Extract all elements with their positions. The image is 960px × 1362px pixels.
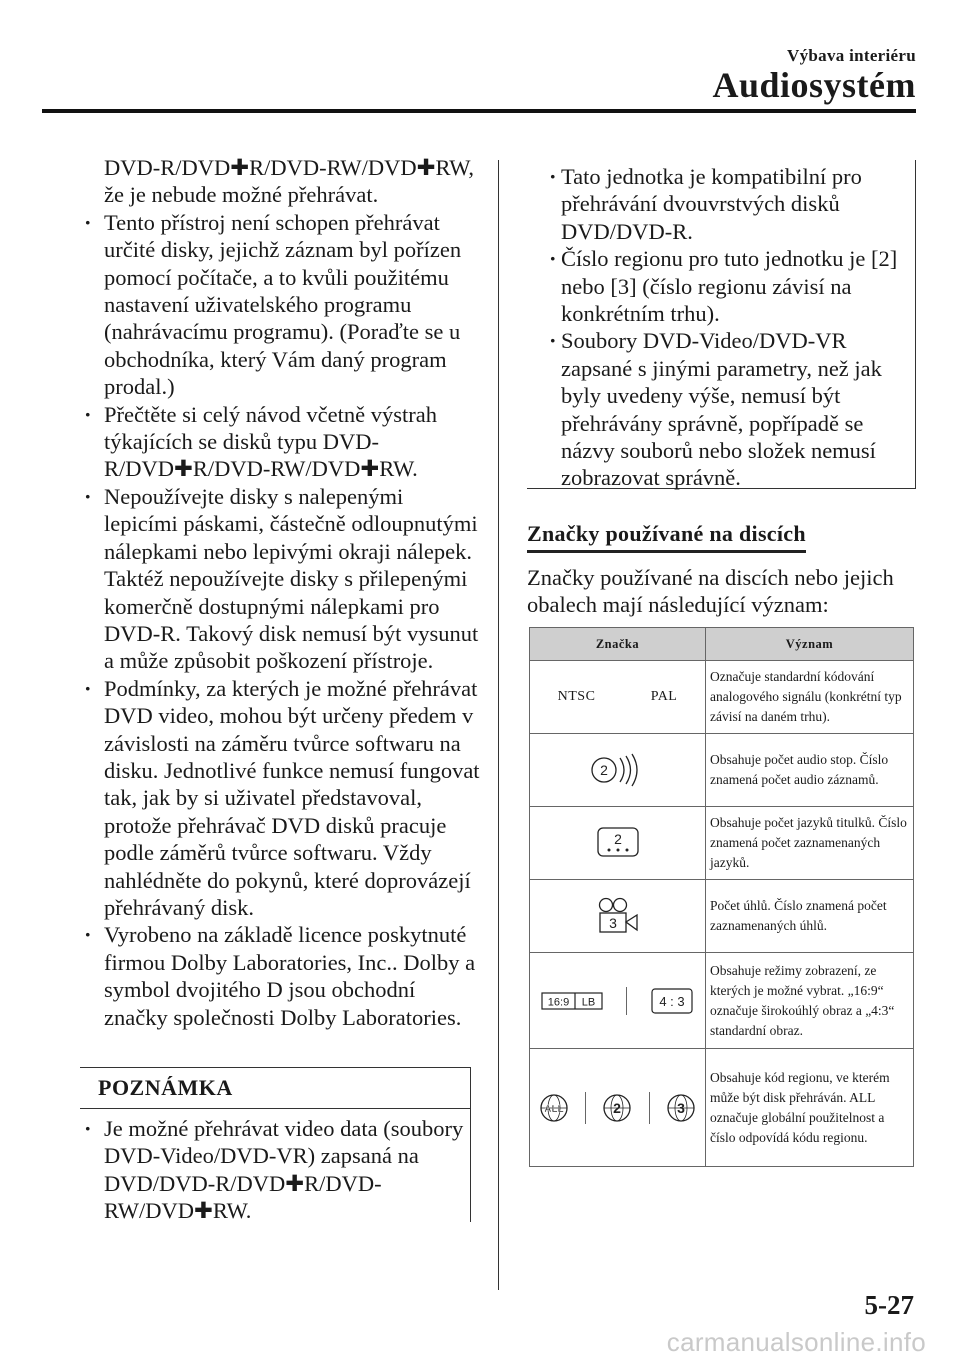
table-header: Význam [706, 628, 914, 661]
symbol-cell [530, 953, 706, 1049]
wide-label: 16:9 [548, 996, 570, 1008]
list-item: · Tento přístroj není schopen přehrávat určité disky, jejichž záznam byl pořízen pomocí počítače, a to kvůli použitému nastavení uživatelského programu (nahrávacímu programu). (Poraďte se u obchodníka, který Vám daný program prodal.) [80, 209, 480, 401]
region-3-label: 3 [677, 1099, 686, 1116]
symbol-cell [530, 807, 706, 880]
disc-marks-table [529, 627, 914, 1167]
table-row [530, 661, 914, 734]
table-row [530, 807, 914, 880]
audio-tracks-icon [588, 752, 648, 788]
page-title: Audiosystém [712, 65, 916, 105]
audio-count: 2 [599, 762, 608, 778]
meaning-cell: Obsahuje počet audio stop. Číslo znamená počet audio záznamů. [706, 734, 914, 807]
list-item: · Je možné přehrávat video data (soubory DVD-Video/DVD-VR) zapsaná na DVD/DVD-R/DVD✚R/DVD-RW/DVD✚RW. [80, 1115, 470, 1225]
continued-note-box [527, 160, 916, 489]
list-item: · Číslo regionu pro tuto jednotku je [2] nebo [3] (číslo regionu závisí na konkrétním trhu). [527, 245, 915, 327]
table-row [530, 734, 914, 807]
list-item: · Podmínky, za kterých je možné přehrávat DVD video, mohou být určeny předem v závislosti na záměru tvůrce softwaru na disku. Jednotlivé funkce nemusí fungovat tak, jak by si uživatel představoval, protože přehrávač DVD disků pracuje podle záměrů tvůrce softwaru. Vždy nahlédněte do pokynů, které doprovázejí přehrávaný disk. [80, 675, 480, 922]
symbol-cell [530, 734, 706, 807]
pal-label: PAL [650, 689, 678, 704]
list-item: · Nepoužívejte disky s nalepenými lepicími páskami, částečně odloupnutými nálepkami nebo lepivými okraji nálepek. Taktéž nepoužívejte disky s přilepenými komerčně dostupnými nálepkami pro DVD-R. Takový disk nemusí být vysunut a může způsobit poškození přístroje. [80, 483, 480, 675]
region-all-icon [538, 1092, 570, 1124]
continuation-paragraph: DVD-R/DVD✚R/DVD-RW/DVD✚RW, že je nebude možné přehrávat. [104, 155, 475, 208]
aspect-ratio-icon [541, 990, 603, 1012]
symbol-cell [530, 661, 706, 734]
left-column [80, 154, 480, 1031]
note-bullet-list [80, 1115, 470, 1225]
subtitle-count: 2 [613, 831, 622, 847]
right-bullet-list [527, 160, 915, 492]
cell-divider [585, 1092, 586, 1124]
region-all-label: ALL [543, 1103, 564, 1115]
cell-divider [649, 1092, 650, 1124]
note-title: POZNÁMKA [80, 1068, 470, 1109]
meaning-cell: Označuje standardní kódování analogového signálu (konkrétní typ závisí na daném trhu). [706, 661, 914, 734]
region-2-label: 2 [613, 1099, 622, 1116]
angle-count: 3 [608, 915, 617, 931]
table-row [530, 953, 914, 1049]
table-row [530, 1049, 914, 1167]
section-heading: Značky používané na discích [527, 521, 806, 553]
symbol-cell [530, 880, 706, 953]
meaning-cell: Obsahuje kód regionu, ve kterém může být disk přehráván. ALL označuje globální použitelnost a číslo odpovídá kódu regionu. [706, 1049, 914, 1167]
ntsc-label: NTSC [557, 689, 596, 704]
list-item: · Tato jednotka je kompatibilní pro přehrávání dvouvrstvých disků DVD/DVD-R. [527, 163, 915, 245]
table-header: Značka [530, 628, 706, 661]
region-3-icon [665, 1092, 697, 1124]
watermark: carmanualsonline.info [666, 1327, 926, 1357]
table-row [530, 880, 914, 953]
cell-divider [626, 987, 627, 1015]
left-bullet-list [80, 209, 480, 1031]
region-2-icon [601, 1092, 633, 1124]
column-divider [498, 160, 499, 1290]
standard-label: 4 : 3 [658, 993, 685, 1009]
meaning-cell: Obsahuje režimy zobrazení, ze kterých je možné vybrat. „16:9“ označuje širokoúhlý obraz a „4:3“ standardní obraz. [706, 953, 914, 1049]
symbol-cell [530, 1049, 706, 1167]
meaning-cell: Obsahuje počet jazyků titulků. Číslo znamená počet zaznamenaných jazyků. [706, 807, 914, 880]
subtitles-icon [596, 826, 640, 860]
meaning-cell: Počet úhlů. Číslo znamená počet zaznamenaných úhlů. [706, 880, 914, 953]
section-header: Výbava interiéru [787, 46, 916, 65]
letterbox-label: LB [582, 996, 596, 1008]
standard-ratio-icon [650, 987, 694, 1015]
list-item: · Přečtěte si celý návod včetně výstrah týkajících se disků typu DVD-R/DVD✚R/DVD-RW/DVD✚RW. [80, 401, 480, 483]
camera-angles-icon [593, 896, 643, 936]
list-item: · Vyrobeno na základě licence poskytnuté firmou Dolby Laboratories, Inc.. Dolby a symbol dvojitého D jsou obchodní značky společnosti Dolby Laboratories. [80, 921, 480, 1031]
note-box [80, 1067, 471, 1222]
header-rule [42, 109, 916, 113]
section-intro: Značky používané na discích nebo jejich obalech mají následující význam: [527, 565, 894, 618]
list-item: · Soubory DVD-Video/DVD-VR zapsané s jinými parametry, než jak byly uvedeny výše, nemusí být přehrávány správně, popřípadě se názvy souborů nebo složek nemusí zobrazovat správně. [527, 327, 915, 491]
page-number: 5-27 [864, 1290, 914, 1320]
